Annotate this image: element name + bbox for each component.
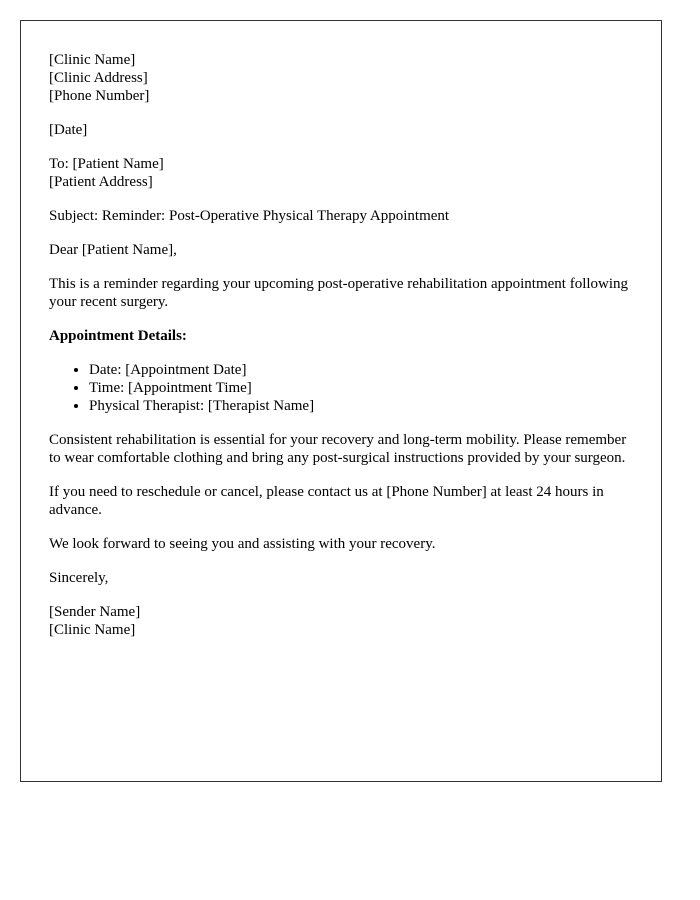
letter-page (20, 20, 662, 782)
letter-date: [Date] (49, 122, 88, 138)
details-heading: Appointment Details: (49, 328, 187, 344)
subject-line: Subject: Reminder: Post-Operative Physical Therapy Appointment (49, 208, 450, 224)
body-paragraph-rehab: Consistent rehabilitation is essential for your recovery and long-term mobility. Please remember to wear comfortable clothing and bring any post-surgical instructions provided by your surgeon. (49, 432, 627, 466)
recipient-to-line: To: [Patient Name] (49, 156, 164, 172)
details-item-time: • Time: [Appointment Time] (89, 379, 633, 397)
recipient-block (49, 155, 633, 191)
body-paragraph-reschedule: If you need to reschedule or cancel, please contact us at [Phone Number] at least 24 hours in advance. (49, 484, 604, 518)
intro-paragraph: This is a reminder regarding your upcoming post-operative rehabilitation appointment following your recent surgery. (49, 276, 629, 310)
recipient-address: [Patient Address] (49, 174, 153, 190)
closing: Sincerely, (49, 570, 109, 586)
details-item-therapist: • Physical Therapist: [Therapist Name] (89, 397, 633, 415)
signature-sender: [Sender Name] (49, 604, 141, 620)
clinic-address: [Clinic Address] (49, 70, 148, 86)
salutation: Dear [Patient Name], (49, 242, 177, 258)
details-item-date: • Date: [Appointment Date] (89, 361, 633, 379)
signature-block (49, 603, 633, 639)
clinic-name: [Clinic Name] (49, 52, 136, 68)
details-list (49, 361, 633, 415)
clinic-phone: [Phone Number] (49, 88, 150, 104)
signature-clinic: [Clinic Name] (49, 622, 136, 638)
body-paragraph-closing: We look forward to seeing you and assisting with your recovery. (49, 536, 436, 552)
clinic-header (49, 51, 633, 105)
